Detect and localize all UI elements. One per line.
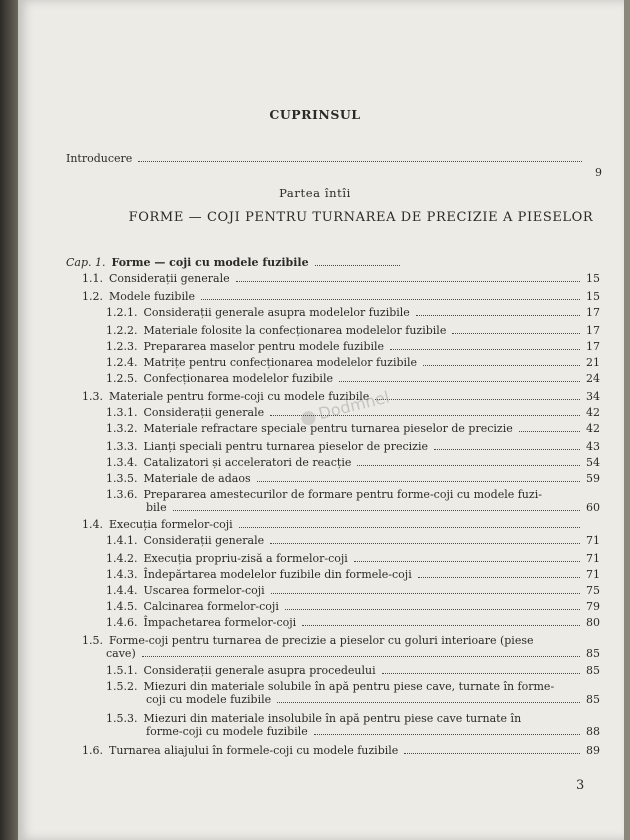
toc-leader: [201, 299, 580, 300]
toc-entry-1-4-1: [106, 534, 600, 547]
toc-number: 1.1.: [82, 272, 103, 285]
toc-number: Cap. 1.: [66, 256, 106, 269]
toc-label-continued: coji cu modele fuzibile: [146, 693, 272, 706]
toc-leader: [519, 431, 580, 432]
toc-page: 15: [586, 272, 600, 285]
toc-entry-1-4: [82, 518, 600, 531]
toc-number: 1.5.2.: [106, 680, 138, 693]
toc-number: 1.3.1.: [106, 406, 138, 419]
toc-entry-1-5: [82, 634, 600, 660]
toc-entry-1-5-3: [106, 712, 600, 738]
toc-page: 85: [586, 693, 600, 706]
toc-leader: [375, 399, 580, 400]
toc-page: 79: [586, 600, 600, 613]
toc-entry-1-2: [82, 290, 600, 303]
toc-leader: [452, 333, 580, 334]
toc-leader: [138, 161, 582, 162]
toc-number: 1.6.: [82, 744, 103, 757]
toc-entry-1-3-1: [106, 406, 600, 419]
toc-entry-1-3-2: [106, 422, 600, 435]
toc-leader: [236, 281, 580, 282]
toc-label: Materiale folosite la confecționarea modelelor fuzibile: [143, 324, 447, 337]
toc-number: 1.2.1.: [106, 306, 138, 319]
toc-number: 1.4.6.: [106, 616, 138, 629]
toc-label: Forme-coji pentru turnarea de precizie a pieselor cu goluri interioare (piese: [109, 634, 534, 647]
toc-entry-1-3-3: [106, 440, 600, 453]
toc-leader: [354, 561, 580, 562]
toc-label: Materiale pentru forme-coji cu modele fuzibile: [109, 390, 370, 403]
toc-number: 1.2.5.: [106, 372, 138, 385]
toc-label: Materiale de adaos: [143, 472, 251, 485]
watermark: Dodmnel: [299, 387, 391, 427]
toc-number: 1.4.4.: [106, 584, 138, 597]
toc-entry-1-3-4: [106, 456, 600, 469]
toc-page: 34: [586, 390, 600, 403]
toc-number: 1.2.4.: [106, 356, 138, 369]
toc-page: 75: [586, 584, 600, 597]
toc-leader: [173, 510, 580, 511]
toc-page: 21: [586, 356, 600, 369]
toc-label: Execuția propriu-zisă a formelor-coji: [143, 552, 348, 565]
toc-page: 60: [586, 501, 600, 514]
toc-entry-1-5-2: [106, 680, 600, 706]
toc-number: 1.4.: [82, 518, 103, 531]
toc-page: 17: [586, 306, 600, 319]
toc-leader: [257, 481, 580, 482]
toc-page: 15: [586, 290, 600, 303]
toc-number: 1.3.: [82, 390, 103, 403]
toc-number: 1.5.3.: [106, 712, 138, 725]
toc-entry-1-2-2: [106, 324, 600, 337]
toc-entry-1-4-2: [106, 552, 600, 565]
toc-page: 54: [586, 456, 600, 469]
page-title: CUPRINSUL: [269, 107, 361, 122]
toc-label: Materiale refractare speciale pentru turnarea pieselor de precizie: [143, 422, 513, 435]
toc-page: 59: [586, 472, 600, 485]
book-spine-shadow: [0, 0, 18, 840]
toc-leader: [277, 702, 580, 703]
toc-entry-1-5-1: [106, 664, 600, 677]
toc-label: Introducere: [66, 152, 133, 165]
toc-leader: [285, 609, 580, 610]
toc-label-continued: bile: [146, 501, 167, 514]
toc-number: 1.3.3.: [106, 440, 138, 453]
toc-leader: [404, 753, 580, 754]
toc-label: Considerații generale asupra procedeului: [143, 664, 376, 677]
toc-label: Considerații generale: [109, 272, 230, 285]
toc-page: 24: [586, 372, 600, 385]
toc-label: Prepararea amestecurilor de formare pentru forme-coji cu modele fuzi-: [143, 488, 542, 501]
toc-entry-1-4-4: [106, 584, 600, 597]
toc-entry-1-4-5: [106, 600, 600, 613]
toc-leader: [270, 415, 580, 416]
toc-label: Calcinarea formelor-coji: [143, 600, 279, 613]
toc-page: 88: [586, 725, 600, 738]
toc-page: 42: [586, 406, 600, 419]
toc-leader: [314, 734, 580, 735]
toc-label-continued: forme-coji cu modele fuzibile: [146, 725, 308, 738]
toc-number: 1.4.5.: [106, 600, 138, 613]
toc-leader: [416, 315, 580, 316]
toc-page: 71: [586, 568, 600, 581]
toc-page: 9: [595, 166, 602, 179]
toc-leader: [142, 656, 580, 657]
toc-extra-page: [106, 616, 600, 629]
page-number: 3: [576, 778, 585, 793]
toc-leader: [239, 527, 580, 528]
toc-entry-1-2-3: [106, 340, 600, 353]
part-title: FORME — COJI PENTRU TURNAREA DE PRECIZIE A PIESELOR: [128, 210, 594, 225]
toc-label-continued: cave): [106, 647, 136, 660]
toc-entry-1-3-5: [106, 472, 600, 485]
toc-entry-1-3-6: [106, 488, 600, 514]
toc-page: 80: [586, 616, 600, 629]
toc-leader: [339, 381, 580, 382]
toc-label: Prepararea maselor pentru modele fuzibile: [143, 340, 385, 353]
toc-leader: [423, 365, 580, 366]
toc-label: Modele fuzibile: [109, 290, 196, 303]
toc-leader: [357, 465, 580, 466]
toc-entry-1-4-3: [106, 568, 600, 581]
toc-label: Miezuri din materiale insolubile în apă pentru piese cave turnate în: [143, 712, 522, 725]
toc-leader: [418, 577, 580, 578]
toc-label: Îndepărtarea modelelor fuzibile din formele-coji: [143, 568, 412, 581]
toc-number: 1.5.1.: [106, 664, 138, 677]
toc-label: Împachetarea formelor-coji: [143, 616, 297, 629]
toc-leader: [390, 349, 580, 350]
toc-number: 1.2.3.: [106, 340, 138, 353]
toc-label: Considerații generale: [143, 534, 265, 547]
toc-number: 1.4.3.: [106, 568, 138, 581]
toc-leader: [434, 449, 580, 450]
toc-label: Forme — coji cu modele fuzibile: [111, 256, 309, 269]
toc-entry-1-2-4: [106, 356, 600, 369]
toc-label: Lianți speciali pentru turnarea pieselor de precizie: [143, 440, 428, 453]
toc-label: Catalizatori și acceleratori de reacție: [143, 456, 352, 469]
toc-number: 1.4.2.: [106, 552, 138, 565]
toc-label: Execuția formelor-coji: [109, 518, 233, 531]
toc-label: Considerații generale asupra modelelor fuzibile: [143, 306, 410, 319]
toc-number: 1.3.6.: [106, 488, 138, 501]
toc-leader: [270, 543, 580, 544]
toc-page: 85: [586, 664, 600, 677]
toc-leader: [382, 673, 580, 674]
toc-entry-1-2-1: [106, 306, 600, 319]
toc-chapter-1: [66, 256, 406, 269]
part-label: Partea întîi: [279, 186, 351, 200]
toc-page: 71: [586, 534, 600, 547]
toc-number: 1.5.: [82, 634, 103, 647]
toc-number: 1.2.2.: [106, 324, 138, 337]
toc-label: Miezuri din materiale solubile în apă pentru piese cave, turnate în forme-: [143, 680, 555, 693]
toc-label: Turnarea aliajului în formele-coji cu modele fuzibile: [109, 744, 399, 757]
toc-entry-1-6: [82, 744, 600, 757]
toc-page: 42: [586, 422, 600, 435]
toc-page: 85: [586, 647, 600, 660]
toc-leader: [271, 593, 580, 594]
toc-leader: [315, 265, 400, 266]
toc-entry-1-1: [82, 272, 600, 285]
toc-entry-1-2-5: [106, 372, 600, 385]
toc-number: 1.3.5.: [106, 472, 138, 485]
toc-label: Uscarea formelor-coji: [143, 584, 265, 597]
toc-page: 17: [586, 340, 600, 353]
toc-number: 1.2.: [82, 290, 103, 303]
toc-page: 43: [586, 440, 600, 453]
toc-entry-introducere: [66, 152, 602, 179]
toc-page: 89: [586, 744, 600, 757]
toc-label: Confecționarea modelelor fuzibile: [143, 372, 333, 385]
toc-number: 1.4.1.: [106, 534, 138, 547]
toc-label: Considerații generale: [143, 406, 265, 419]
toc-label: Matrițe pentru confecționarea modelelor fuzibile: [143, 356, 418, 369]
toc-number: 1.3.4.: [106, 456, 138, 469]
toc-page: 71: [586, 552, 600, 565]
toc-number: 1.3.2.: [106, 422, 138, 435]
toc-page: 17: [586, 324, 600, 337]
